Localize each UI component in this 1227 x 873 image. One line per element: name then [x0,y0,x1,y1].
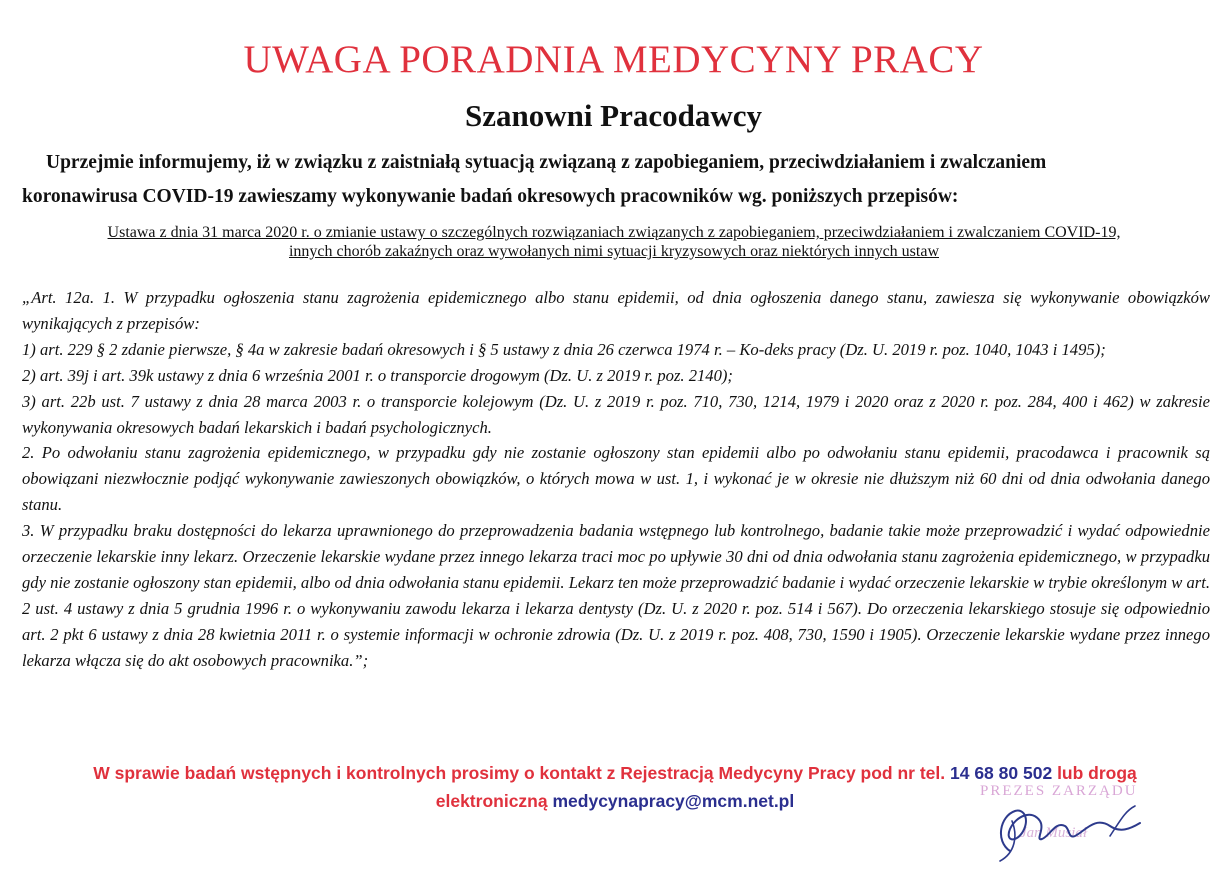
article-paragraph-2: 2. Po odwołaniu stanu zagrożenia epidemicznego, w przypadku gdy nie zostanie ogłoszony stan epidemii albo po odwołaniu stanu epidemii, pracodawca i pracownik są obowiązani niezwłocznie podjąć wykonywanie zawieszonych obowiązków, o których mowa w ust. 1, i wykonać je w okresie nie dłuższym niż 60 dni od dnia odwołania danego stanu. [22,443,1210,515]
phone-number[interactable]: 14 68 80 502 [950,763,1053,783]
law-line-1: Ustawa z dnia 31 marca 2020 r. o zmianie ustawy o szczególnych rozwiązaniach związanych z zapobieganiem, przeciwdziałaniem i zwalczaniem COVID-19, [107,224,1121,241]
page-subtitle: Szanowni Pracodawcy [464,98,763,133]
page-title: UWAGA PORADNIA MEDYCYNY PRACY [243,38,984,81]
contact-text: W sprawie badań wstępnych i kontrolnych prosimy o kontakt z Rejestracją Medycyny Pracy pod nr tel. [93,763,946,783]
article-text [22,285,1210,674]
contact-email-label: elektroniczną [435,791,548,811]
article-paragraph-1: „Art. 12a. 1. W przypadku ogłoszenia stanu zagrożenia epidemicznego albo stanu epidemii, od dnia ogłoszenia danego stanu, zawiesza się wykonywanie obowiązków wynikających z przepisów: [22,288,1210,333]
law-line-2: innych chorób zakaźnych oraz wywołanych nimi sytuacji kryzysowych oraz niektórych innych ustaw [288,243,939,260]
stamp-title: PREZES ZARZĄDU [980,783,1138,799]
article-paragraph-3: 3. W przypadku braku dostępności do lekarza uprawnionego do przeprowadzenia badania wstępnego lub kontrolnego, badanie takie może przeprowadzić i wydać odpowiednie orzeczenie lekarskie inny lekarz. Orzeczenie lekarskie wydane przez innego lekarza traci moc po upływie 30 dni od dnia odwołania stanu zagrożenia epidemicznego, w przypadku gdy nie zostanie ogłoszony stan epidemii, albo od dnia odwołania stanu epidemii. Lekarz ten może przeprowadzić badanie i wydać orzeczenie lekarskie w trybie określonym w art. 2 ust. 4 ustawy z dnia 5 grudnia 1996 r. o wykonywaniu zawodu lekarza i lekarza dentysty (Dz. U. z 2020 r. poz. 514 i 567). Do orzeczenia lekarskiego stosuje się odpowiednio art. 2 pkt 6 ustawy z dnia 28 kwietnia 2011 r. o systemie informacji w ochronie zdrowia (Dz. U. z 2019 r. poz. 408, 730, 1590 i 1905). Orzeczenie lekarskie wydane przez innego lekarza włącza się do akt osobowych pracownika.”; [22,521,1210,670]
law-reference [24,223,1204,261]
article-item-3: 3) art. 22b ust. 7 ustawy z dnia 28 marca 2003 r. o transporcie kolejowym (Dz. U. z 2019 r. poz. 710, 730, 1214, 1979 i 2020 oraz z 2020 r. poz. 284, 400 i 462) w zakresie wykonywania okresowych badań lekarskich i badań psychologicznych. [22,391,1210,437]
intro-line-1: Uprzejmie informujemy, iż w związku z zaistniałą sytuacją związaną z zapobieganiem, przeciwdziałaniem i zwalczaniem [46,152,1047,173]
stamp-name: Jan Musiał [1020,825,1088,841]
intro-line-2: koronawirusa COVID-19 zawieszamy wykonywanie badań okresowych pracowników wg. poniższych przepisów: [22,186,959,207]
contact-text-cont: lub drogą [1057,763,1137,783]
article-item-1: 1) art. 229 § 2 zdanie pierwsze, § 4a w zakresie badań okresowych i § 5 ustawy z dnia 26 czerwca 1974 r. – Ko-deks pracy (Dz. U. 2019 r. poz. 1040, 1043 i 1495); [22,339,1106,359]
article-item-2: 2) art. 39j i art. 39k ustawy z dnia 6 września 2001 r. o transporcie drogowym (Dz. U. z 2019 r. poz. 2140); [22,365,733,385]
intro-paragraph [22,146,1207,214]
signature-image [970,781,1160,866]
email-link[interactable]: medycynapracy@mcm.net.pl [552,791,795,811]
